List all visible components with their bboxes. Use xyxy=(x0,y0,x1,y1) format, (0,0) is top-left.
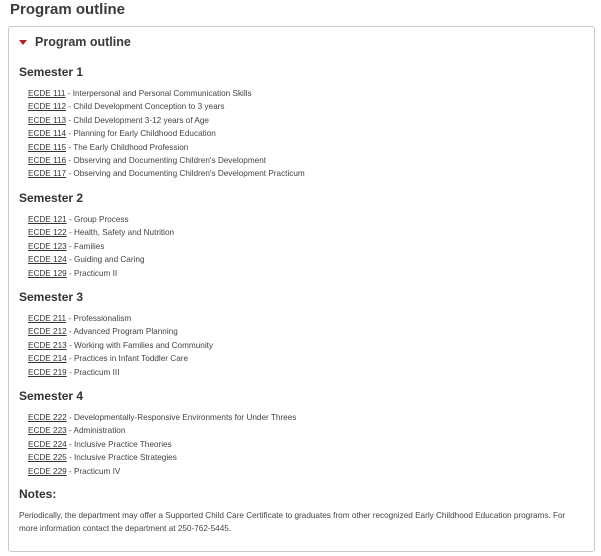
caret-down-icon[interactable] xyxy=(19,40,27,45)
notes-title: Notes: xyxy=(19,487,57,501)
course-name: Health, Safety and Nutrition xyxy=(73,228,175,238)
course-name: Interpersonal and Personal Communication Skills xyxy=(72,89,252,98)
list-item: ECDE 112 - Child Development Conception to 3 years xyxy=(28,102,225,112)
course-list xyxy=(19,312,213,379)
list-item: ECDE 129 - Practicum II xyxy=(28,268,118,278)
semester-title: Semester 3 xyxy=(19,290,84,304)
semester-title: Semester 2 xyxy=(19,191,84,205)
list-item: ECDE 225 - Inclusive Practice Strategies xyxy=(28,453,177,463)
list-item: ECDE 212 - Advanced Program Planning xyxy=(28,327,178,337)
course-name: Inclusive Practice Strategies xyxy=(73,453,177,463)
course-name: Practices in Infant Toddler Care xyxy=(73,354,189,364)
page-title: Program outline xyxy=(10,1,126,18)
course-name: Planning for Early Childhood Education xyxy=(73,129,216,139)
course-name: Developmentally-Responsive Environments for Under Threes xyxy=(73,413,297,422)
course-name: Professionalism xyxy=(73,314,132,323)
course-list xyxy=(19,411,296,478)
course-link[interactable]: ECDE 129 xyxy=(28,268,67,278)
list-item: ECDE 124 - Guiding and Caring xyxy=(28,255,145,265)
course-name: Inclusive Practice Theories xyxy=(73,439,172,449)
course-name: Observing and Documenting Children's Development Practicum xyxy=(73,169,305,179)
list-item: ECDE 114 - Planning for Early Childhood Education xyxy=(28,129,216,139)
course-link[interactable]: ECDE 214 xyxy=(28,354,67,364)
course-name: Administration xyxy=(73,426,126,436)
semester-3-section xyxy=(19,290,213,379)
course-link[interactable]: ECDE 223 xyxy=(28,426,67,436)
course-link[interactable]: ECDE 213 xyxy=(28,340,67,350)
course-name: The Early Childhood Profession xyxy=(73,142,189,152)
semester-2-section xyxy=(19,191,174,280)
list-item: ECDE 211 - Professionalism xyxy=(28,314,132,323)
course-name: Practicum II xyxy=(73,268,118,278)
course-link[interactable]: ECDE 121 xyxy=(28,215,67,224)
course-name: Practicum III xyxy=(73,367,120,377)
course-name: Observing and Documenting Children's Development xyxy=(73,156,267,166)
course-list xyxy=(19,213,174,280)
course-link[interactable]: ECDE 224 xyxy=(28,439,67,449)
course-link[interactable]: ECDE 116 xyxy=(28,156,67,166)
course-name: Guiding and Caring xyxy=(73,255,145,265)
course-link[interactable]: ECDE 117 xyxy=(28,169,67,179)
list-item: ECDE 222 - Developmentally-Responsive Environments for Under Threes xyxy=(28,413,297,422)
list-item: ECDE 229 - Practicum IV xyxy=(28,466,121,476)
course-link[interactable]: ECDE 229 xyxy=(28,466,67,476)
notes-section xyxy=(19,487,584,536)
course-link[interactable]: ECDE 115 xyxy=(28,142,67,152)
list-item: ECDE 116 - Observing and Documenting Children's Development xyxy=(28,156,267,166)
list-item: ECDE 121 - Group Process xyxy=(28,215,129,224)
course-link[interactable]: ECDE 222 xyxy=(28,413,67,422)
list-item: ECDE 113 - Child Development 3-12 years of Age xyxy=(28,115,209,125)
course-name: Child Development Conception to 3 years xyxy=(73,102,225,112)
course-name: Advanced Program Planning xyxy=(73,327,178,337)
panel-header-label: Program outline xyxy=(35,35,131,49)
semester-4-section xyxy=(19,389,296,478)
course-name: Families xyxy=(73,241,105,251)
list-item: ECDE 122 - Health, Safety and Nutrition xyxy=(28,228,175,238)
course-link[interactable]: ECDE 113 xyxy=(28,115,67,125)
list-item: ECDE 117 - Observing and Documenting Children's Development Practicum xyxy=(28,169,305,179)
semester-title: Semester 4 xyxy=(19,389,84,403)
list-item: ECDE 213 - Working with Families and Community xyxy=(28,340,214,350)
list-item: ECDE 111 - Interpersonal and Personal Communication Skills xyxy=(28,89,252,98)
semester-title: Semester 1 xyxy=(19,65,84,79)
course-link[interactable]: ECDE 225 xyxy=(28,453,67,463)
course-name: Group Process xyxy=(73,215,129,224)
list-item: ECDE 223 - Administration xyxy=(28,426,126,436)
list-item: ECDE 123 - Families xyxy=(28,241,105,251)
course-link[interactable]: ECDE 111 xyxy=(28,89,66,98)
list-item: ECDE 214 - Practices in Infant Toddler Care xyxy=(28,354,189,364)
course-link[interactable]: ECDE 114 xyxy=(28,129,67,139)
program-outline-panel xyxy=(8,26,595,552)
course-link[interactable]: ECDE 219 xyxy=(28,367,67,377)
course-link[interactable]: ECDE 211 xyxy=(28,314,67,323)
list-item: ECDE 224 - Inclusive Practice Theories xyxy=(28,439,172,449)
course-name: Child Development 3-12 years of Age xyxy=(73,115,209,125)
course-link[interactable]: ECDE 123 xyxy=(28,241,67,251)
panel-toggle[interactable] xyxy=(19,33,131,51)
course-link[interactable]: ECDE 112 xyxy=(28,102,67,112)
course-link[interactable]: ECDE 122 xyxy=(28,228,67,238)
semester-1-section xyxy=(19,65,305,181)
list-item: ECDE 219 - Practicum III xyxy=(28,367,120,377)
course-link[interactable]: ECDE 124 xyxy=(28,255,67,265)
course-list xyxy=(19,87,305,181)
list-item: ECDE 115 - The Early Childhood Profession xyxy=(28,142,189,152)
notes-text: Periodically, the department may offer a Supported Child Care Certificate to graduates from other recognized Early Childhood Education programs. For more information contact the department at 250-762-5445. xyxy=(19,511,566,534)
course-name: Practicum IV xyxy=(73,466,121,476)
course-name: Working with Families and Community xyxy=(73,340,214,350)
course-link[interactable]: ECDE 212 xyxy=(28,327,67,337)
